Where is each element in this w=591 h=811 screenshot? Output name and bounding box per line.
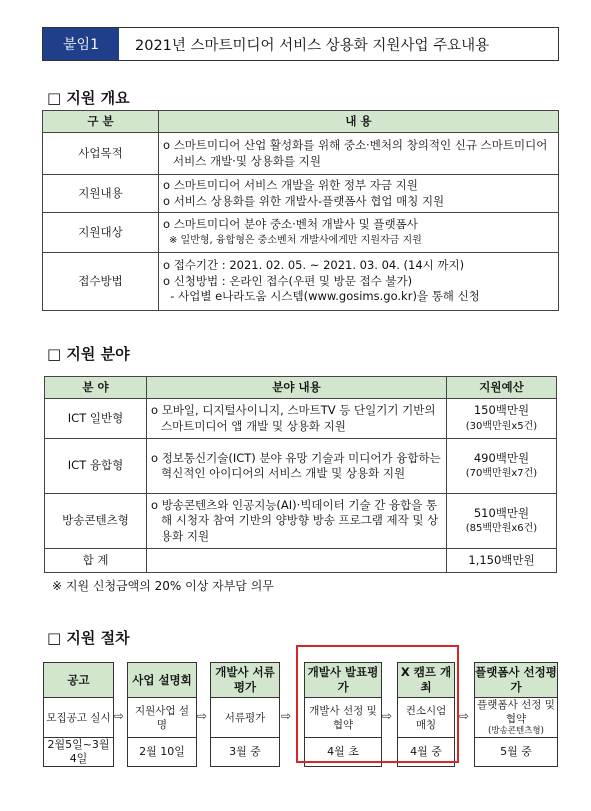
step-date: 4월 초 (327, 745, 359, 758)
step-date: 2월 10일 (139, 745, 185, 758)
col-header-category: 구 분 (43, 111, 159, 133)
table-row (45, 494, 557, 549)
row-text: o 서비스 상용화를 위한 개발사-플랫폼사 협업 매칭 지원 (163, 193, 445, 208)
row-label: 사업목적 (43, 133, 159, 175)
total-budget: 1,150백만원 (447, 549, 557, 573)
attachment-tag: 붙임1 (43, 28, 119, 60)
process-step (43, 662, 114, 767)
col-header-field: 분 야 (45, 377, 147, 399)
step-desc: 서류평가 (211, 698, 279, 738)
step-title: 사업 설명회 (128, 663, 196, 698)
budget-detail: (70백만원x7건) (465, 468, 538, 479)
col-header-budget: 지원예산 (447, 377, 557, 399)
process-step (474, 662, 558, 767)
arrow-icon: ⇨ (281, 709, 292, 723)
row-text: o 접수기간 : 2021. 02. 05. ~ 2021. 03. 04. (14시 까지) (163, 258, 465, 273)
field-content: o 방송콘텐츠와 인공지능(AI)·빅데이터 기술 간 융합을 통해 시청자 참여 기반의 양방향 방송 프로그램 제작 및 상용화 지원 (151, 497, 439, 543)
row-text: o 스마트미디어 분야 중소·벤처 개발사 및 플랫폼사 (163, 217, 418, 231)
step-desc: 지원사업 설명 (128, 698, 196, 738)
table-row (43, 175, 559, 213)
section-heading-fields: □ 지원 분야 (47, 345, 130, 363)
budget-detail: (30백만원x5건) (465, 420, 538, 432)
budget-detail: (85백만원x6건) (465, 523, 538, 534)
row-text: o 스마트미디어 산업 활성화를 위해 중소·벤처의 창의적인 신규 스마트미디어 서비스 개발·및 상용화를 지원 (163, 138, 548, 168)
field-content: o 정보통신기술(ICT) 분야 유망 기술과 미디어가 융합하는 혁신적인 아이디어의 서비스 개발 및 상용화 지원 (151, 450, 441, 480)
step-desc: 모집공고 실시 (44, 698, 113, 738)
step-desc: 컨소시엄 매칭 (398, 698, 454, 738)
process-step (210, 662, 280, 767)
step-desc: 개발사 선정 및 협약 (305, 698, 381, 738)
field-label: ICT 융합형 (45, 439, 147, 494)
table-row (45, 399, 557, 439)
step-title: X 캠프 개최 (398, 663, 454, 698)
step-desc-box (475, 698, 557, 738)
table-row (45, 439, 557, 494)
document-header (42, 27, 559, 61)
process-step (127, 662, 197, 767)
step-desc: 플랫폼사 선정 및 협약 (477, 699, 555, 725)
step-title: 플랫폼사 선정평가 (475, 663, 557, 698)
field-label: ICT 일반형 (45, 399, 147, 439)
step-desc-sub: (방송콘텐츠형) (488, 726, 544, 736)
table-row (43, 213, 559, 253)
table-row (43, 133, 559, 175)
row-label: 지원대상 (43, 213, 159, 253)
step-title: 공고 (44, 663, 113, 698)
budget-value: 150백만원 (473, 403, 530, 417)
budget-value: 490백만원 (473, 450, 530, 465)
section-heading-process: □ 지원 절차 (47, 629, 130, 647)
arrow-icon: ⇨ (382, 709, 393, 723)
document-title: 2021년 스마트미디어 서비스 상용화 지원사업 주요내용 (135, 37, 490, 54)
field-label: 방송콘텐츠형 (45, 494, 147, 549)
total-label: 합 계 (45, 549, 147, 573)
step-date: 5월 중 (500, 745, 532, 758)
arrow-icon: ⇨ (114, 709, 125, 723)
row-note: ※ 일반형, 융합형은 중소벤처 개발사에게만 지원자금 지원 (169, 234, 422, 246)
col-header-content: 내 용 (159, 111, 559, 133)
row-text: o 신청방법 : 온라인 접수(우편 및 방문 접수 불가) (163, 273, 413, 288)
table-row-total (45, 549, 557, 573)
step-title: 개발사 발표평가 (305, 663, 381, 698)
step-date: 3월 중 (229, 745, 261, 758)
col-header-field-content: 분야 내용 (147, 377, 447, 399)
budget-value: 510백만원 (473, 505, 530, 520)
step-title: 개발사 서류평가 (211, 663, 279, 698)
self-funding-note: ※ 지원 신청금액의 20% 이상 자부담 의무 (52, 579, 274, 593)
step-date: 4월 중 (410, 745, 442, 758)
step-date: 2월5일~3월4일 (47, 738, 110, 765)
row-label: 접수방법 (43, 253, 159, 311)
field-content: o 모바일, 디지털사이니지, 스마트TV 등 단일기기 기반의 스마트미디어 앱 개발 및 상용화 지원 (151, 403, 436, 433)
overview-table (42, 110, 559, 311)
arrow-icon: ⇨ (459, 709, 470, 723)
table-row (43, 253, 559, 311)
arrow-icon: ⇨ (197, 709, 208, 723)
row-text: - 사업별 e나라도움 시스템(www.gosims.go.kr)을 통해 신청 (163, 289, 480, 304)
row-text: o 스마트미디어 서비스 개발을 위한 정부 자금 지원 (163, 178, 418, 192)
highlight-box (296, 645, 459, 763)
section-heading-overview: □ 지원 개요 (47, 89, 130, 107)
row-label: 지원내용 (43, 175, 159, 213)
fields-table (44, 376, 557, 573)
